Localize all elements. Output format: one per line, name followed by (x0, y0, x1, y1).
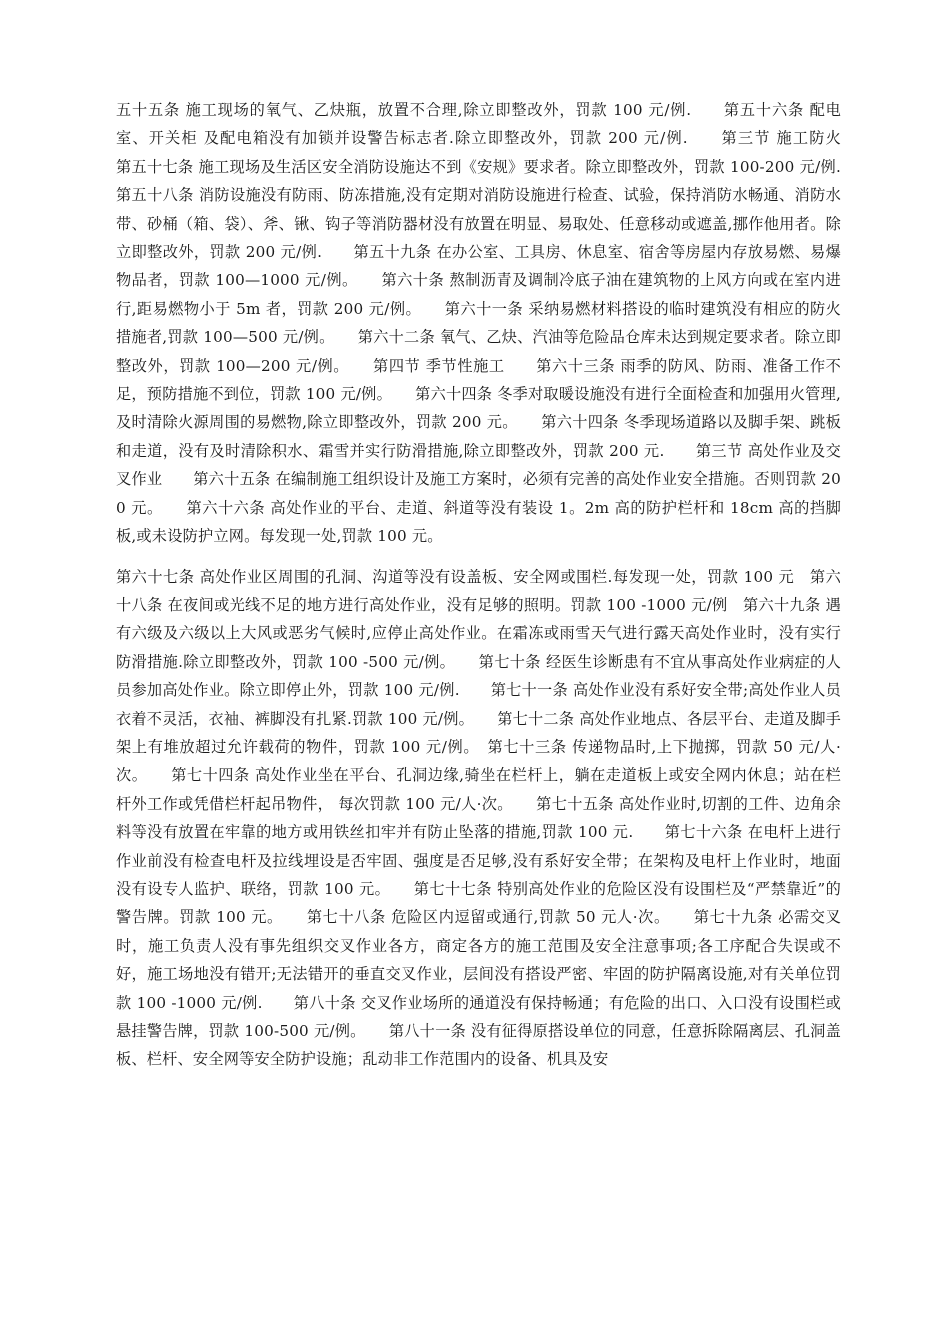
paragraph-fire-and-seasonal: 五十五条 施工现场的氧气、乙炔瓶，放置不合理,除立即整改外，罚款 100 元/例. 第五十六条 配电室、开关柜 及配电箱没有加锁并设警告标志者.除立即整改外，罚款 200 元/例. 第三节 施工防火 第五十七条 施工现场及生活区安全消防设施达不到《安规》要求者。除立即整改外，罚款 100-200 元/例. 第五十八条 消防设施没有防雨、防冻措施,没有定期对消防设施进行检查、试验，保持消防水畅通、消防水带、砂桶（箱、袋）、斧、锹、钩子等消防器材没有放置在明显、易取处、任意移动或遮盖,挪作他用者。除立即整改外，罚款 200 元/例. 第五十九条 在办公室、工具房、休息室、宿舍等房屋内存放易燃、易爆物品者，罚款 100—1000 元/例。 第六十条 熬制沥青及调制冷底子油在建筑物的上风方向或在室内进行,距易燃物小于 5m 者，罚款 200 元/例。 第六十一条 采纳易燃材料搭设的临时建筑没有相应的防火措施者,罚款 100—500 元/例。 第六十二条 氧气、乙炔、汽油等危险品仓库未达到规定要求者。除立即整改外，罚款 100—200 元/例。 第四节 季节性施工 第六十三条 雨季的防风、防雨、准备工作不足，预防措施不到位，罚款 100 元/例。 第六十四条 冬季对取暖设施没有进行全面检查和加强用火管理,及时清除火源周围的易燃物,除立即整改外，罚款 200 元。 第六十四条 冬季现场道路以及脚手架、跳板和走道，没有及时清除积水、霜雪并实行防滑措施,除立即整改外，罚款 200 元. 第三节 高处作业及交叉作业 第六十五条 在编制施工组织设计及施工方案时，必须有完善的高处作业安全措施。否则罚款 200 元。 第六十六条 高处作业的平台、走道、斜道等没有装设 1。2m 高的防护栏杆和 18cm 高的挡脚板,或未设防护立网。每发现一处,罚款 100 元。 (116, 101, 872, 546)
document-page (116, 96, 872, 1074)
paragraph-high-altitude-work: 第六十七条 高处作业区周围的孔洞、沟道等没有设盖板、安全网或围栏.每发现一处，罚款 100 元 第六十八条 在夜间或光线不足的地方进行高处作业，没有足够的照明。罚款 100 -1000 元/例 第六十九条 遇有六级及六级以上大风或恶劣气候时,应停止高处作业。在霜冻或雨雪天气进行露天高处作业时，没有实行防滑措施.除立即整改外，罚款 100 -500 元/例。 第七十条 经医生诊断患有不宜从事高处作业病症的人员参加高处作业。除立即停止外，罚款 100 元/例. 第七十一条 高处作业没有系好安全带;高处作业人员衣着不灵活，衣袖、裤脚没有扎紧.罚款 100 元/例。 第七十二条 高处作业地点、各层平台、走道及脚手架上有堆放超过允许载荷的物件，罚款 100 元/例。 第七十三条 传递物品时,上下抛掷，罚款 50 元/人·次。 第七十四条 高处作业坐在平台、孔洞边缘,骑坐在栏杆上，躺在走道板上或安全网内休息；站在栏杆外工作或凭借栏杆起吊物件， 每次罚款 100 元/人·次。 第七十五条 高处作业时,切割的工件、边角余料等没有放置在牢靠的地方或用铁丝扣牢并有防止坠落的措施,罚款 100 元. 第七十六条 在电杆上进行作业前没有检查电杆及拉线埋设是否牢固、强度是否足够,没有系好安全带；在架构及电杆上作业时，地面没有设专人监护、联络，罚款 100 元。 第七十七条 特别高处作业的危险区没有设围栏及“严禁靠近”的警告牌。罚款 100 元。 第七十八条 危险区内逗留或通行,罚款 50 元人·次。 第七十九条 必需交叉时，施工负责人没有事先组织交叉作业各方，商定各方的施工范围及安全注意事项;各工序配合失误或不好，施工场地没有错开;无法错开的垂直交叉作业，层间没有搭设严密、牢固的防护隔离设施,对有关单位罚款 100 -1000 元/例. 第八十条 交叉作业场所的通道没有保持畅通；有危险的出口、入口没有设围栏或悬挂警告牌，罚款 100-500 元/例。 第八十一条 没有征得原搭设单位的同意，任意拆除隔离层、孔洞盖板、栏杆、安全网等安全防护设施；乱动非工作范围内的设备、机具及安 (116, 567, 841, 1069)
